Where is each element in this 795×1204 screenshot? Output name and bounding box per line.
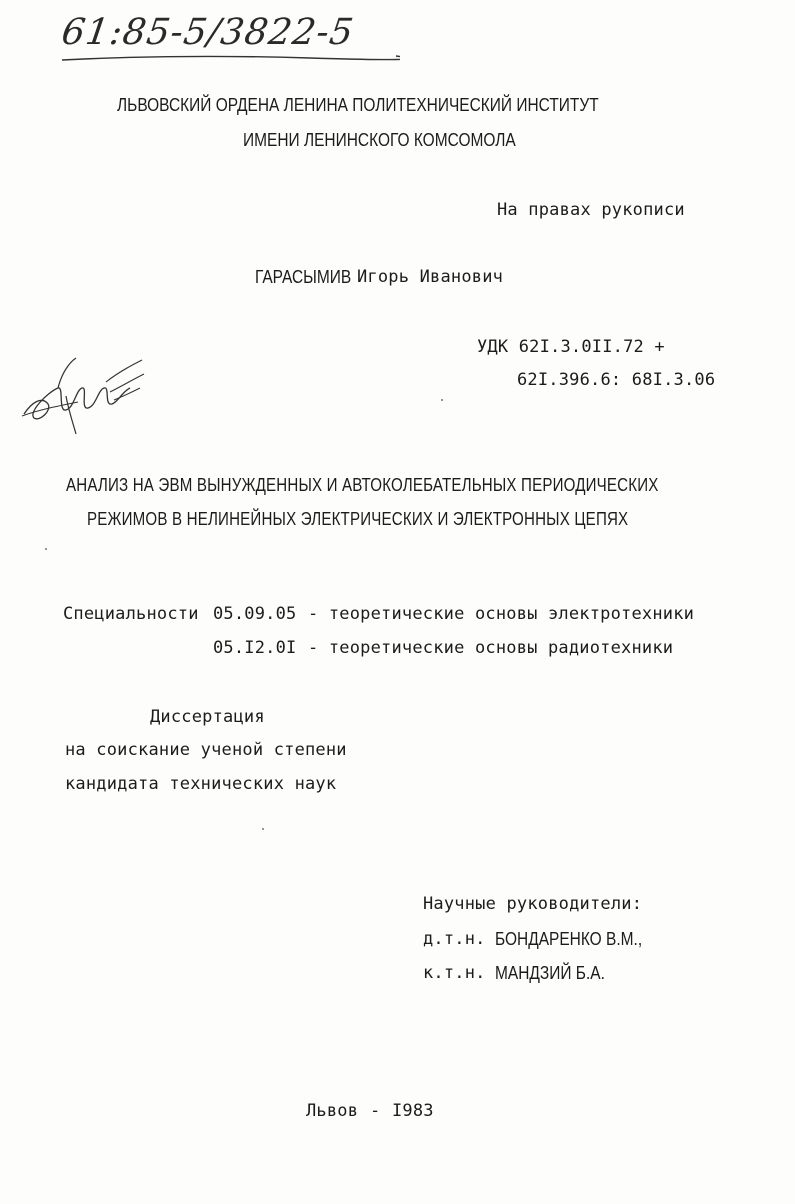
rights-note: На правах рукописи [497,200,685,220]
udk-line-1: УДК 62I.3.0II.72 + [477,337,665,357]
dissertation-title-line-1: АНАЛИЗ НА ЭВМ ВЫНУЖДЕННЫХ И АВТОКОЛЕБАТЕЛЬНЫХ ПЕРИОДИЧЕСКИХ [66,475,659,495]
institute-line-1: ЛЬВОВСКИЙ ОРДЕНА ЛЕНИНА ПОЛИТЕХНИЧЕСКИЙ ИНСТИТУТ [117,95,599,115]
speck [262,828,264,830]
author-surname: ГАРАСЫМИВ [255,267,352,287]
footer-separator: - [370,1101,381,1121]
dissertation-line-3: кандидата технических наук [65,774,337,794]
dissertation-title-line-2: РЕЖИМОВ В НЕЛИНЕЙНЫХ ЭЛЕКТРИЧЕСКИХ И ЭЛЕКТРОННЫХ ЦЕПЯХ [87,509,629,529]
supervisor-1-name: БОНДАРЕНКО В.М., [495,929,643,949]
institute-line-2: ИМЕНИ ЛЕНИНСКОГО КОМСОМОЛА [243,130,516,150]
supervisor-2-degree: к.т.н. [423,963,486,983]
specialty-2-code: 05.I2.0I [213,638,297,658]
archive-number: 61:85-5/3822-5 [59,12,357,53]
specialties-label: Специальности [63,604,199,624]
supervisor-2-name: МАНДЗИЙ Б.А. [495,963,605,983]
author-given-names: Игорь Иванович [357,267,504,287]
dissertation-line-1: Диссертация [150,707,265,727]
speck [441,399,443,401]
author-name [255,267,504,287]
footer-city: Львов [306,1101,359,1121]
signature [18,352,148,446]
supervisor-1-degree: д.т.н. [423,929,486,949]
supervisors-heading: Научные руководители: [423,894,643,914]
udk-line-2: 62I.396.6: 68I.3.06 [517,370,716,390]
specialty-1-code: 05.09.05 [213,604,297,624]
speck [45,548,47,550]
footer-year: I983 [392,1101,434,1121]
dissertation-line-2: на соискание ученой степени [65,740,347,760]
archive-number-underline [60,50,400,66]
specialty-2-name: - теоретические основы радиотехники [308,638,674,658]
specialty-1-name: - теоретические основы электротехники [308,604,695,624]
